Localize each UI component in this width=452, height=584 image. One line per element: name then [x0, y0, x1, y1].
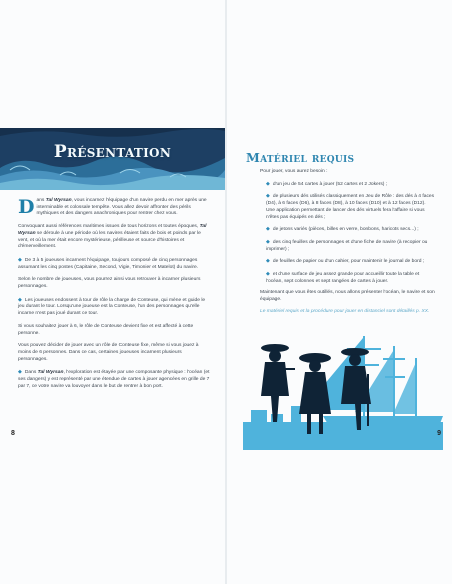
right-page [227, 0, 452, 584]
bullet-icon: ◆ [266, 238, 270, 245]
page-number: 9 [437, 430, 441, 437]
list-item [260, 193, 435, 221]
bullet-icon: ◆ [266, 226, 270, 233]
section-title: Matériel requis [246, 150, 355, 165]
bullet-paragraph [18, 369, 212, 390]
game-name: Tal Wyrsan [45, 198, 72, 203]
page-title: Présentation [53, 142, 172, 162]
bullet-icon: ◆ [18, 296, 22, 303]
paragraph: Selon le nombre de joueuses, vous pourrez ainsi vous retrouver à incarner plusieurs personnages. [18, 277, 201, 290]
text-span: Convoquant aussi références maritimes issues de tous horizons et toutes époques, [18, 224, 200, 230]
bullet-paragraph [18, 257, 212, 271]
text-span: et d'une surface de jeu assez grande pour accueillir toute la table et l'océan, sept colonnes et sept rangées de cartes à jouer. [266, 272, 420, 284]
text-span: De 3 à 5 joueuses incarnent l'équipage, toujours composé de cinq personnages assumant les cinq postes (Capitaine, Second, Vigie, Timonier et Matelot) du navire. [18, 257, 199, 270]
bullet-icon: ◆ [18, 256, 22, 263]
text-span: des cinq feuilles de personnages et d'une fiche de navire (à recopier ou imprimer) ; [266, 239, 428, 252]
right-body-text [260, 169, 435, 321]
list-item [260, 181, 435, 189]
bullet-paragraph [18, 297, 212, 318]
text-span: de jetons variés (pièces, billes en verre, bonbons, haricots secs...) ; [272, 227, 419, 233]
note-text: Le matériel requis et la procédure pour jouer en distanciel sont détaillés p. XX. [260, 308, 430, 314]
bullet-icon: ◆ [18, 369, 22, 376]
text-span: , vous incarnez l'équipage d'un navire perdu en mer après une interminable et colossale tempête. Vous allez devoir affronter des périls mythiques et des dangers anachroniques pour rentrer chez vous. [36, 198, 207, 217]
left-body-text [18, 198, 212, 396]
game-name: Tal Wyrsan [18, 224, 207, 236]
bullet-icon: ◆ [266, 271, 270, 278]
text-span: se déroule à une période où les navires étaient faits de bois et poinds par le vent, et où la mer était encore mystérieuse, périlleuse et source d'histoires et d'émerveillement. [18, 230, 201, 250]
page-number: 8 [11, 430, 15, 437]
game-name: Tal Wyrsan [37, 370, 64, 376]
text-span: ans [36, 198, 46, 203]
list-item [260, 226, 435, 234]
list-item [260, 239, 435, 253]
list-item [260, 258, 435, 266]
bullet-icon: ◆ [266, 193, 270, 200]
pirates-ship-illustration [243, 318, 443, 450]
text-span: Dans [24, 370, 38, 376]
title-banner [0, 128, 225, 190]
drop-cap: D [18, 196, 35, 218]
bullet-icon: ◆ [266, 180, 270, 187]
text-span: , l'exploration est étayée par une composante physique : l'océan (et ses dangers) y est représenté par une étendue de cartes à jouer agencées en grille de 7 par 7, ce votre navire va louvoyer dans le but de rentrer à bon port. [18, 370, 210, 389]
intro-line: Pour jouer, vous aurez besoin : [260, 169, 328, 174]
text-span: Les joueuses endossent à tour de rôle la charge de Conteuse, qui mène et guide le jeu durant le tour. Lorsqu'une joueuse est la Conteuse, l'un des personnages qu'elle incarne n'est pas joué durant ce tour. [18, 297, 206, 317]
paragraph: Si vous souhaitez jouer à 6, le rôle de Conteuse devient fixe et est affecté à cette personne. [18, 323, 194, 336]
text-span: de feuilles de papier ou d'un cahier, pour maintenir le journal de bord ; [272, 259, 425, 265]
intro-paragraph [18, 198, 212, 218]
bullet-icon: ◆ [266, 258, 270, 265]
left-page [0, 0, 225, 584]
list-item [260, 271, 435, 285]
text-span: de plusieurs dés utilisés classiquement en Jeu de Rôle : des dés à 4 faces (D4), à 6 faces (D6), à 8 faces (D8), à 10 faces (D10) et à 12 faces (D12). Une application permettant de lancer des dés virtuels fera l'affaire si vous n'êtes pas équipés en dés ; [266, 194, 435, 220]
paragraph: Vous pouvez décider de jouer avec un rôle de Conteuse fixe, même si vous jouez à moins de 6 personnes. Dans ce cas, certaines joueuses incarnent plusieurs personnages. [18, 343, 199, 362]
text-span: d'un jeu de 54 cartes à jouer (52 cartes et 2 Jokers) ; [272, 181, 388, 187]
paragraph [18, 224, 212, 251]
outro-paragraph: Maintenant que vous êtes outillés, nous allons présenter l'océan, le navire et son équipage. [260, 290, 435, 303]
